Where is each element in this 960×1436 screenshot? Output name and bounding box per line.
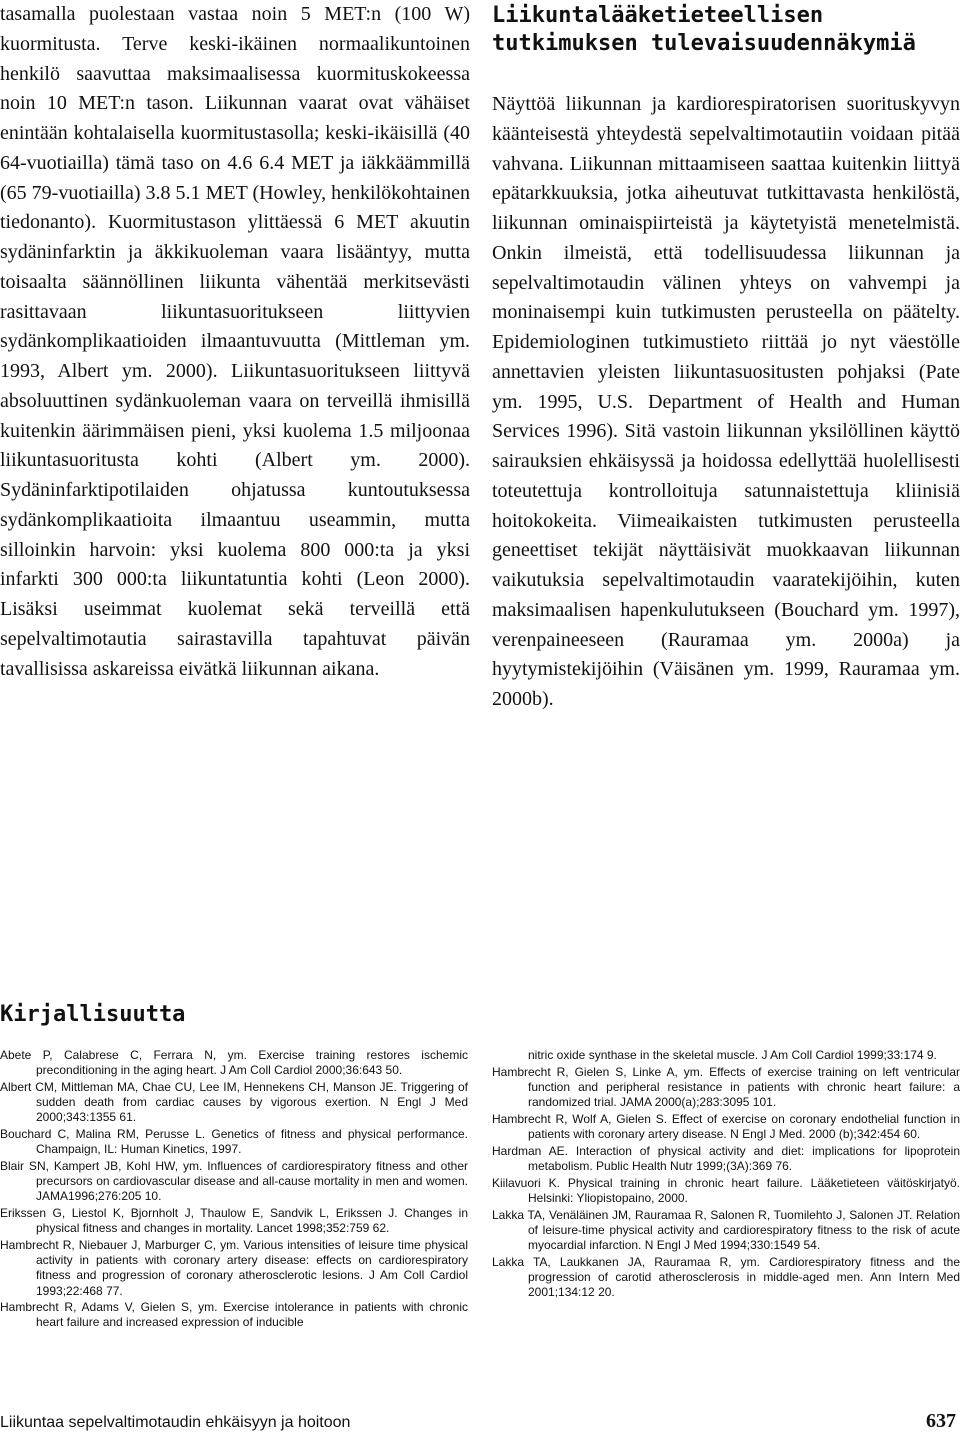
reference-item: Abete P, Calabrese C, Ferrara N, ym. Exercise training restores ischemic preconditioning in the aging heart. J Am Coll Cardiol 2000;36:643 50. <box>0 1048 468 1078</box>
reference-item: Hambrecht R, Gielen S, Linke A, ym. Effects of exercise training on left ventricular function and peripheral resistance in patients with chronic heart failure: a randomized trial. JAMA 2000(a);283:3095 101. <box>492 1064 960 1110</box>
reference-item: Albert CM, Mittleman MA, Chae CU, Lee IM, Hennekens CH, Manson JE. Triggering of sudden death from cardiac causes by vigorous exertion. N Engl J Med 2000;343:1355 61. <box>0 1079 468 1125</box>
left-column <box>0 0 470 684</box>
reference-item: Hambrecht R, Adams V, Gielen S, ym. Exercise intolerance in patients with chronic heart failure and increased expression of inducible <box>0 1300 468 1330</box>
reference-item: Hardman AE. Interaction of physical activity and diet: implications for lipoprotein metabolism. Public Health Nutr 1999;(3A):369 76. <box>492 1143 960 1173</box>
reference-item: Kiilavuori K. Physical training in chronic heart failure. Lääketieteen väitöskirjatyö. Helsinki: Yliopistopaino, 2000. <box>492 1175 960 1205</box>
footer-title: Liikuntaa sepelvaltimotaudin ehkäisyyn ja hoitoon <box>0 1414 351 1431</box>
body-paragraph-right: Näyttöä liikunnan ja kardiorespiratorisen suorituskyvyn käänteisestä yhteydestä sepelvaltimotautiin voidaan pitää vahvana. Liikunnan mittaamiseen saattaa kuitenkin liittyä epätarkkuuksia, jotka aiheutuvat tutkittavasta henkilöstä, liikunnan ominaispiirteistä ja käytetyistä menetelmistä. Onkin ilmeistä, että todellisuudessa liikunnan ja sepelvaltimotaudin välinen yhteys on vahvempi ja moninaisempi kuin tutkimusten perusteella on päätelty. Epidemiologinen tutkimustieto riittää jo nyt väestölle annettavien yleisten liikuntasuositusten pohjaksi (Pate ym. 1995, U.S. Department of Health and Human Services 1996). Sitä vastoin liikunnan yksilöllinen käyttö sairauksien ehkäisyssä ja hoidossa edellyttää huolellisesti toteutettuja kontrolloituja satunnaistettuja kliinisiä hoitokokeita. Viimeaikaisten tutkimusten perusteella geneettiset tekijät näyttäisivät muokkaavan liikunnan vaikutuksia sepelvaltimotaudin vaaratekijöihin, kuten maksimaalisen hapenkulutukseen (Bouchard ym. 1997), verenpaineeseen (Rauramaa ym. 2000a) ja hyytymistekijöihin (Väisänen ym. 1999, Rauramaa ym. 2000b). <box>492 93 960 710</box>
reference-item: Hambrecht R, Niebauer J, Marburger C, ym. Various intensities of leisure time physical activity in patients with coronary artery disease: effects on cardiorespiratory fitness and progression of coronary atherosclerotic lesions. J Am Coll Cardiol 1993;22:468 77. <box>0 1237 468 1298</box>
reference-item: Blair SN, Kampert JB, Kohl HW, ym. Influences of cardiorespiratory fitness and other precursors on cardiovascular disease and all-cause mortality in men and women. JAMA1996;276:205 10. <box>0 1158 468 1204</box>
reference-item: Hambrecht R, Wolf A, Gielen S. Effect of exercise on coronary endothelial function in patients with coronary artery disease. N Engl J Med. 2000 (b);342:454 60. <box>492 1111 960 1142</box>
body-paragraph-left: tasamalla puolestaan vastaa noin 5 MET:n (100 W) kuormitusta. Terve keski-ikäinen normaalikuntoinen henkilö saavuttaa maksimaalisessa kuormituskokeessa noin 10 MET:n tason. Liikunnan vaarat ovat vähäiset enintään kohtalaisella kuormitustasolla; keski-ikäisillä (40 64-vuotiailla) tämä taso on 4.6 6.4 MET ja iäkkäämmillä (65 79-vuotiailla) 3.8 5.1 MET (Howley, henkilökohtainen tiedonanto). Kuormitustason ylittäessä 6 MET akuutin sydäninfarktin ja äkkikuoleman vaara lisääntyy, mutta toisaalta säännöllinen liikunta vähentää merkitsevästi rasittavaan liikuntasuoritukseen liittyvien sydänkomplikaatioiden ilmaantuvuutta (Mittleman ym. 1993, Albert ym. 2000). Liikuntasuoritukseen liittyvä absoluuttinen sydänkuoleman vaara on terveillä ihmisillä kuitenkin äärimmäisen pieni, yksi kuolema 1.5 miljoonaa liikuntasuoritusta kohti (Albert ym. 2000). Sydäninfarktipotilaiden ohjatussa kuntoutuksessa sydänkomplikaatioita ilmaantuu useammin, mutta silloinkin harvoin: yksi kuolema 800 000:ta ja yksi infarkti 300 000:ta liikuntatuntia kohti (Leon 2000). Lisäksi useimmat kuolemat sekä terveillä että sepelvaltimotautia sairastavilla tapahtuvat päivän tavallisissa askareissa eivätkä liikunnan aikana. <box>0 3 470 680</box>
reference-continuation: nitric oxide synthase in the skeletal muscle. J Am Coll Cardiol 1999;33:174 9. <box>528 1048 937 1062</box>
reference-item: Lakka TA, Venäläinen JM, Rauramaa R, Salonen R, Tuomilehto J, Salonen JT. Relation of leisure-time physical activity and cardiorespiratory fitness to the risk of acute myocardial infarction. N Engl J Med 1994;330:1549 54. <box>492 1207 960 1252</box>
reference-item: Erikssen G, Liestol K, Bjornholt J, Thaulow E, Sandvik L, Erikssen J. Changes in physical fitness and changes in mortality. Lancet 1998;352:759 62. <box>0 1206 468 1236</box>
references-heading: Kirjallisuutta <box>0 1002 186 1027</box>
right-column <box>492 0 960 715</box>
references-list-right <box>492 1048 960 1302</box>
reference-item: Lakka TA, Laukkanen JA, Rauramaa R, ym. Cardiorespiratory fitness and the progression of carotid atherosclerosis in middle-aged men. Ann Intern Med 2001;134:12 20. <box>492 1254 960 1300</box>
page-number: 637 <box>926 1410 956 1432</box>
reference-item: Bouchard C, Malina RM, Perusse L. Genetics of fitness and physical performance. Champaign, IL: Human Kinetics, 1997. <box>0 1127 468 1157</box>
section-heading: Liikuntalääketieteellisen tutkimuksen tulevaisuudennäkymiä <box>492 3 916 56</box>
references-list-left <box>0 1048 468 1332</box>
